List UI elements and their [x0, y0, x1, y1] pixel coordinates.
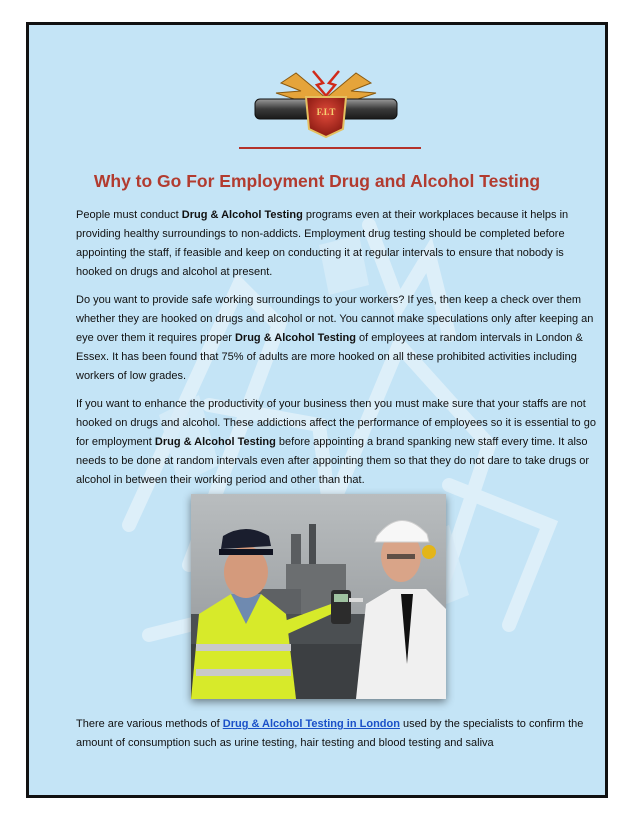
paragraph-3 — [76, 395, 596, 490]
breathalyzer-test-photo — [191, 494, 446, 699]
document-page — [26, 22, 608, 798]
paragraph-1 — [76, 206, 596, 282]
paragraph-text: Do you want to provide safe working surroundings to your workers? If yes, then keep a check over them whether they are hooked on drugs and alcohol or not. You cannot make speculations only after keeping an eye over them it requires proper — [76, 294, 594, 344]
logo-text: F.I.T — [316, 107, 336, 117]
fit-logo — [251, 63, 401, 143]
page-title: Why to Go For Employment Drug and Alcohol Testing — [93, 171, 541, 191]
drug-alcohol-testing-london-link[interactable]: Drug & Alcohol Testing in London — [222, 718, 400, 730]
bold-phrase: Drug & Alcohol Testing — [234, 332, 356, 344]
paragraph-text: People must conduct — [76, 209, 182, 221]
paragraph-text: If you want to enhance the productivity of your business then you must make sure that your staffs are not hooked on drugs and alcohol. These addictions affect the performance of employees so it is essential to go for employment — [76, 398, 596, 448]
paragraph-text: programs even at their workplaces because it helps in providing healthy surroundings to non-addicts. Employment drug testing should be completed before appointing the staff, if feasible and keep on conducting it at regular intervals to ensure that nobody is hooked on drugs and alcohol at present. — [76, 209, 569, 278]
title-divider — [239, 147, 421, 149]
breathalyzer-photo-icon — [191, 494, 446, 699]
closing-paragraph — [76, 715, 596, 753]
paragraph-text: before appointing a brand spanking new staff every time. It also needs to be done at random intervals even after appointing them so that they do not dare to take drugs or alcohol in between their working period and other than that. — [76, 436, 590, 486]
paragraph-text: There are various methods of — [76, 718, 223, 730]
paragraph-text: of employees at random intervals in London & Essex. It has been found that 75% of adults are more hooked on all these prohibited activities including workers of low grades. — [76, 332, 583, 382]
article-body — [76, 206, 596, 499]
bold-phrase: Drug & Alcohol Testing — [154, 436, 276, 448]
bold-phrase: Drug & Alcohol Testing — [181, 209, 303, 221]
winged-crest-logo-icon — [251, 63, 401, 143]
paragraph-2 — [76, 291, 596, 386]
paragraph-text: used by the specialists to confirm the amount of consumption such as urine testing, hair testing and blood testing and saliva — [76, 718, 584, 749]
